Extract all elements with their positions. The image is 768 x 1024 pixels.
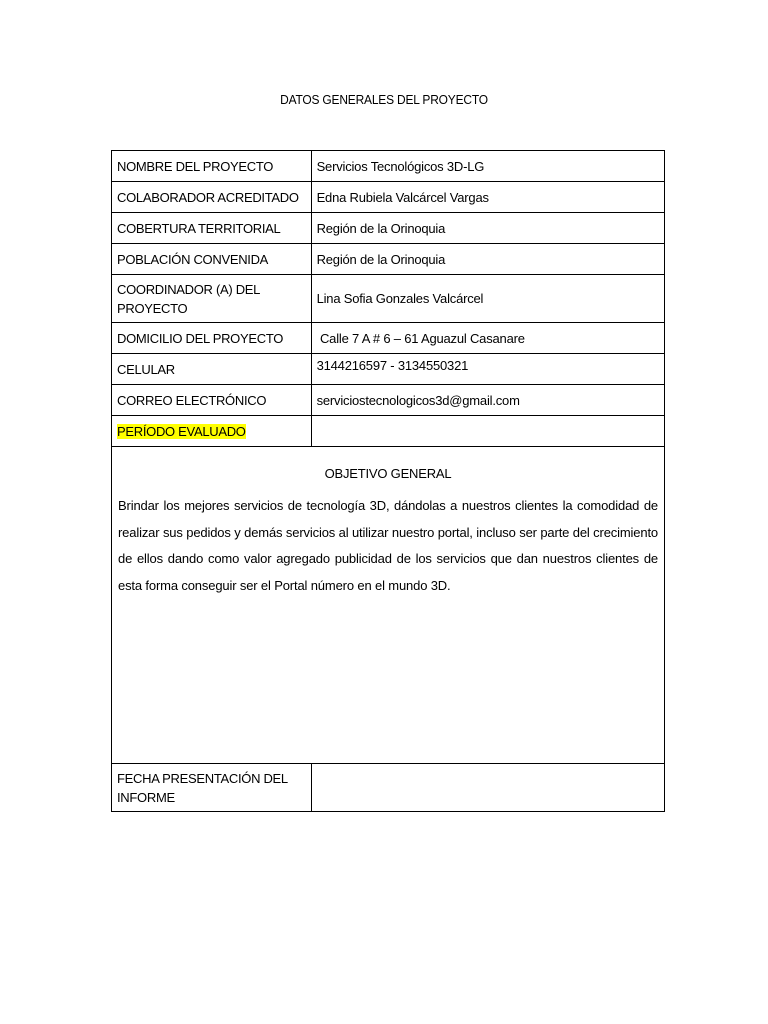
objective-cell	[112, 447, 665, 764]
label-population: POBLACIÓN CONVENIDA	[117, 251, 269, 267]
table-row-coverage	[112, 213, 665, 244]
row-label	[112, 416, 312, 447]
row-label	[112, 244, 312, 275]
label-coordinator: COORDINADOR (A) DEL PROYECTO	[117, 281, 260, 316]
label-coverage: COBERTURA TERRITORIAL	[117, 220, 281, 236]
label-phone: CELULAR	[117, 361, 175, 377]
row-label	[112, 764, 312, 812]
row-value	[311, 764, 664, 812]
value-email: serviciostecnologicos3d@gmail.com	[316, 392, 520, 408]
table-row-objective	[112, 447, 665, 764]
row-label	[112, 354, 312, 385]
row-label	[112, 213, 312, 244]
table-row-project-name	[112, 151, 665, 182]
row-value	[311, 213, 664, 244]
objective-title: OBJETIVO GENERAL	[324, 466, 452, 481]
row-label	[112, 182, 312, 213]
row-value	[311, 151, 664, 182]
objective-text: Brindar los mejores servicios de tecnología 3D, dándolas a nuestros clientes la comodidad de realizar sus pedidos y demás servicios al utilizar nuestro portal, incluso ser parte del crecimiento de ellos dando como valor agregado publicidad de los servicios que dan nuestros clientes de esta forma conseguir ser el Portal número en el mundo 3D.	[118, 498, 658, 593]
table-row-collaborator	[112, 182, 665, 213]
row-value	[311, 182, 664, 213]
row-label	[112, 323, 312, 354]
row-value	[311, 323, 664, 354]
row-value	[311, 385, 664, 416]
label-report-date: FECHA PRESENTACIÓN DEL INFORME	[117, 770, 288, 805]
row-value	[311, 354, 664, 385]
table-row-email	[112, 385, 665, 416]
row-label	[112, 275, 312, 323]
value-project-name: Servicios Tecnológicos 3D-LG	[316, 158, 485, 174]
row-value	[311, 416, 664, 447]
value-phone: 3144216597 - 3134550321	[316, 358, 469, 373]
row-label	[112, 385, 312, 416]
value-collaborator: Edna Rubiela Valcárcel Vargas	[316, 189, 489, 205]
row-value	[311, 244, 664, 275]
table-row-coordinator	[112, 275, 665, 323]
table-row-phone	[112, 354, 665, 385]
label-address: DOMICILIO DEL PROYECTO	[117, 330, 284, 346]
document-title: DATOS GENERALES DEL PROYECTO	[280, 92, 488, 107]
label-project-name: NOMBRE DEL PROYECTO	[117, 158, 274, 174]
row-label	[112, 151, 312, 182]
label-collaborator: COLABORADOR ACREDITADO	[117, 189, 299, 205]
label-period: PERÍODO EVALUADO	[117, 423, 246, 439]
table-row-address	[112, 323, 665, 354]
table-row-report-date	[112, 764, 665, 812]
value-population: Región de la Orinoquia	[316, 251, 446, 267]
row-value	[311, 275, 664, 323]
value-coverage: Región de la Orinoquia	[316, 220, 446, 236]
project-data-table	[111, 150, 665, 812]
label-email: CORREO ELECTRÓNICO	[117, 392, 267, 408]
table-row-period	[112, 416, 665, 447]
table-row-population	[112, 244, 665, 275]
value-address: Calle 7 A # 6 – 61 Aguazul Casanare	[316, 330, 525, 346]
value-coordinator: Lina Sofia Gonzales Valcárcel	[316, 291, 484, 306]
